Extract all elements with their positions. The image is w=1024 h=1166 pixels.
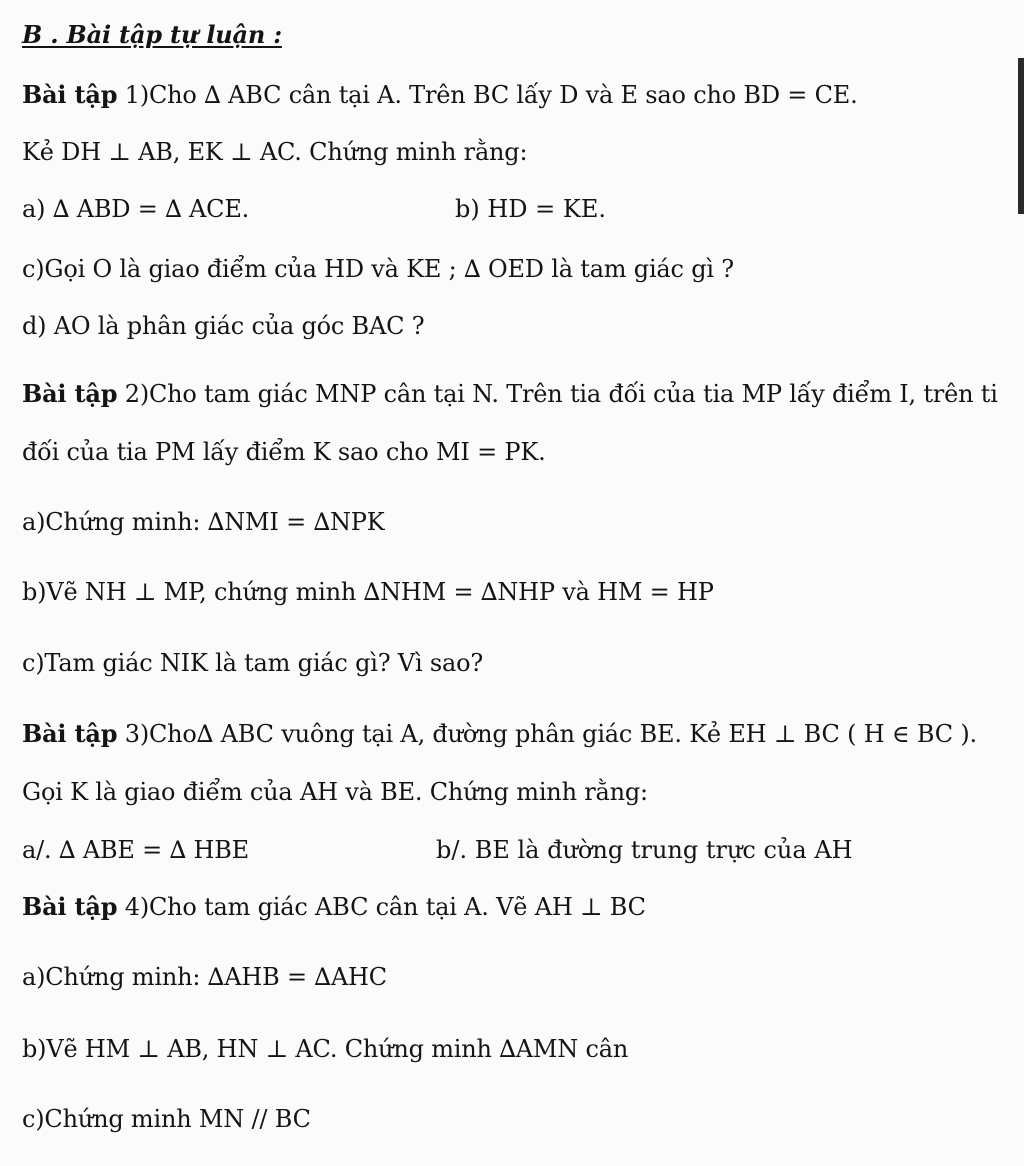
exercise-4-part-a: a)Chứng minh: ∆AHB = ∆AHC: [22, 963, 387, 991]
exercise-1-text: 1)Cho ∆ ABC cân tại A. Trên BC lấy D và E sao cho BD = CE.: [124, 81, 858, 109]
exercise-2-intro: [22, 379, 998, 409]
exercise-2-text: 2)Cho tam giác MNP cân tại N. Trên tia đối của tia MP lấy điểm I, trên ti: [124, 380, 998, 408]
section-title: B . Bài tập tự luận :: [22, 20, 282, 49]
exercise-2-line: đối của tia PM lấy điểm K sao cho MI = PK.: [22, 438, 546, 466]
exercise-label: Bài tập: [22, 80, 118, 109]
exercise-4-text: 4)Cho tam giác ABC cân tại A. Vẽ AH ⊥ BC: [124, 893, 646, 921]
exercise-label: Bài tập: [22, 892, 118, 921]
exercise-3-intro: [22, 719, 977, 749]
exercise-label: Bài tập: [22, 379, 118, 408]
exercise-2-part-c: c)Tam giác NIK là tam giác gì? Vì sao?: [22, 649, 483, 677]
exercise-1-part-d: d) AO là phân giác của góc BAC ?: [22, 312, 425, 340]
exercise-3-text: 3)Cho∆ ABC vuông tại A, đường phân giác BE. Kẻ EH ⊥ BC ( H ∈ BC ).: [124, 720, 977, 748]
exercise-1-part-a: a) ∆ ABD = ∆ ACE.: [22, 195, 250, 223]
exercise-4-part-b: b)Vẽ HM ⊥ AB, HN ⊥ AC. Chứng minh ∆AMN cân: [22, 1035, 629, 1063]
exercise-2-part-b: b)Vẽ NH ⊥ MP, chứng minh ∆NHM = ∆NHP và HM = HP: [22, 578, 714, 606]
exercise-4-part-c: c)Chứng minh MN // BC: [22, 1105, 311, 1133]
page-edge-marker: [1018, 58, 1024, 214]
exercise-4-intro: [22, 892, 646, 922]
exercise-1-part-b: b) HD = KE.: [455, 195, 606, 223]
exercise-label: Bài tập: [22, 719, 118, 748]
exercise-3-part-a: a/. ∆ ABE = ∆ HBE: [22, 836, 249, 864]
exercise-3-part-b: b/. BE là đường trung trực của AH: [436, 836, 853, 864]
exercise-2-part-a: a)Chứng minh: ∆NMI = ∆NPK: [22, 508, 385, 536]
exercise-1-part-c: c)Gọi O là giao điểm của HD và KE ; ∆ OED là tam giác gì ?: [22, 255, 734, 283]
exercise-1-line: Kẻ DH ⊥ AB, EK ⊥ AC. Chứng minh rằng:: [22, 138, 528, 166]
exercise-1-intro: [22, 80, 858, 110]
exercise-3-line: Gọi K là giao điểm của AH và BE. Chứng minh rằng:: [22, 778, 648, 806]
